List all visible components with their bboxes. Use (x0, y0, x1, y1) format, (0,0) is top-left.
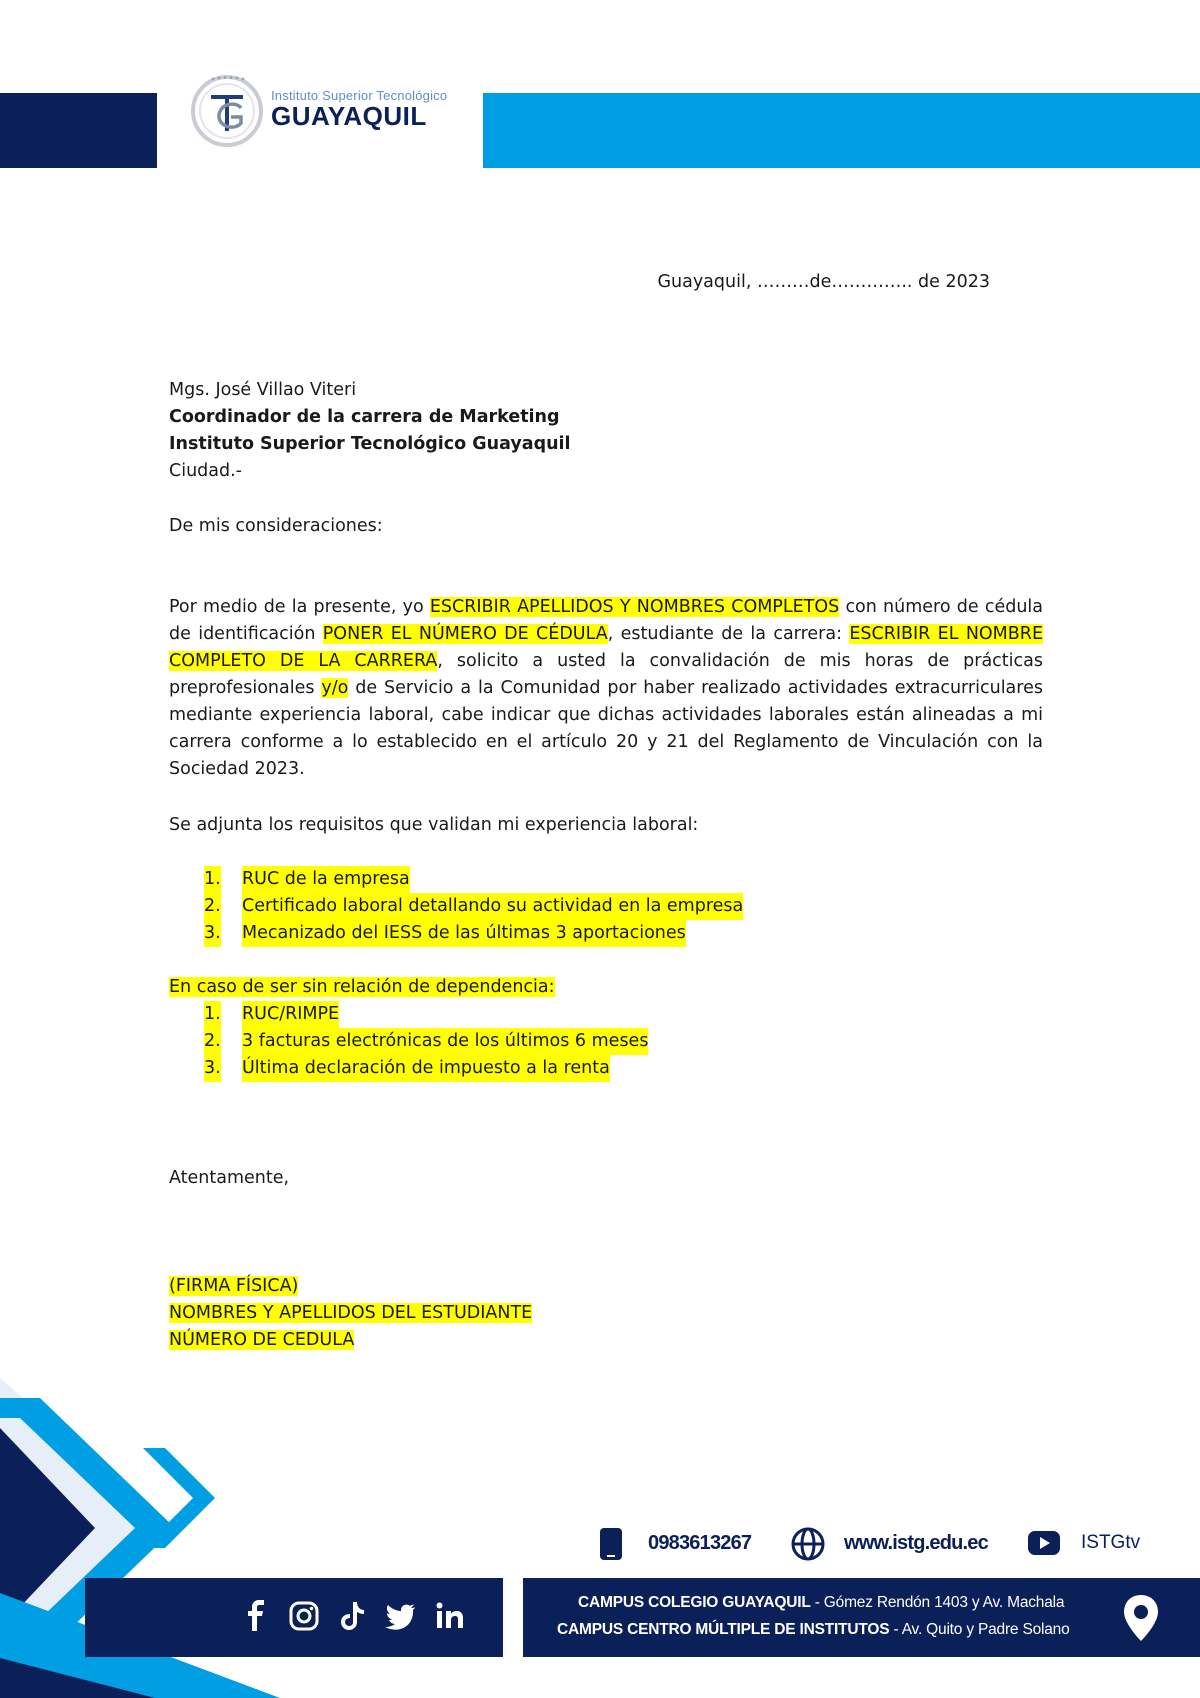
tiktok-icon[interactable] (336, 1599, 368, 1633)
list-number: 3. (204, 1055, 221, 1082)
twitter-icon[interactable] (384, 1599, 416, 1633)
instagram-icon[interactable] (288, 1599, 320, 1633)
campus-2-name: CAMPUS CENTRO MÚLTIPLE DE INSTITUTOS (557, 1621, 890, 1638)
list-number: 1. (204, 866, 221, 893)
body-text: Por medio de la presente, yo (169, 597, 430, 617)
student-id-placeholder: NÚMERO DE CEDULA (169, 1330, 355, 1350)
body-text: de Servicio a la Comunidad por haber realizado actividades extracurriculares mediante experiencia laboral, cabe indicar que dichas actividades laborales están alineadas a mi carrera conforme a lo establecido en el artículo 20 y 21 del Reglamento de Vinculación con la Sociedad 2023. (169, 678, 1043, 779)
campus-1-name: CAMPUS COLEGIO GUAYAQUIL (578, 1594, 811, 1611)
placeholder-student-name: ESCRIBIR APELLIDOS Y NOMBRES COMPLETOS (429, 597, 840, 617)
list-number: 3. (204, 920, 221, 947)
campus-2-address: - Av. Quito y Padre Solano (889, 1621, 1070, 1638)
list-number: 2. (204, 893, 221, 920)
youtube-icon (1028, 1531, 1060, 1555)
globe-icon (791, 1527, 825, 1561)
phone-icon (599, 1527, 623, 1561)
greeting: De mis consideraciones: (169, 516, 383, 536)
header-navy-band (0, 93, 157, 168)
body-paragraph (169, 594, 1043, 783)
recipient-org: Instituto Superior Tecnológico Guayaquil (169, 434, 571, 454)
body-text: con número de cédula de identificación (169, 597, 1043, 644)
recipient-city: Ciudad.- (169, 461, 242, 481)
signature-placeholder: (FIRMA FÍSICA) (169, 1276, 299, 1296)
recipient-title: Coordinador de la carrera de Marketing (169, 407, 560, 427)
placeholder-id-number: PONER EL NÚMERO DE CÉDULA (322, 624, 608, 644)
student-names-placeholder: NOMBRES Y APELLIDOS DEL ESTUDIANTE (169, 1303, 533, 1323)
campus-1-address: - Gómez Rendón 1403 y Av. Machala (810, 1594, 1065, 1611)
independent-intro: En caso de ser sin relación de dependencia: (169, 977, 555, 997)
list-number: 1. (204, 1001, 221, 1028)
footer-campus-bar (523, 1578, 1200, 1657)
closing: Atentamente, (169, 1168, 290, 1188)
facebook-icon[interactable] (240, 1599, 272, 1633)
logo-institute-text: Instituto Superior Tecnológico (271, 88, 448, 103)
campus-line-2 (557, 1621, 1070, 1639)
recipient-name: Mgs. José Villao Viteri (169, 380, 357, 400)
location-pin-icon (1122, 1593, 1160, 1643)
list-text: Mecanizado del IESS de las últimas 3 aportaciones (242, 920, 686, 947)
list-text: RUC/RIMPE (242, 1001, 339, 1028)
list-text: RUC de la empresa (242, 866, 410, 893)
youtube-channel[interactable]: ISTGtv (1081, 1532, 1141, 1553)
date-line: Guayaquil, ………de………….. de 2023 (657, 272, 990, 292)
istg-logo-icon (191, 75, 263, 147)
placeholder-career-name: ESCRIBIR EL NOMBRE COMPLETO DE LA CARRERA (169, 624, 1044, 671)
body-text: , estudiante de la carrera: (607, 624, 850, 644)
phone-number[interactable]: 0983613267 (648, 1532, 752, 1554)
logo-guayaquil-text: GUAYAQUIL (271, 101, 427, 131)
campus-line-1 (578, 1594, 1064, 1612)
list-number: 2. (204, 1028, 221, 1055)
requirements-intro: Se adjunta los requisitos que validan mi experiencia laboral: (169, 815, 699, 835)
website-link[interactable]: www.istg.edu.ec (844, 1532, 988, 1554)
list-text: Certificado laboral detallando su actividad en la empresa (242, 893, 743, 920)
linkedin-icon[interactable] (434, 1599, 466, 1633)
header-blue-band (483, 93, 1200, 168)
body-text: , solicito a usted la convalidación de mis horas de prácticas preprofesionales (169, 651, 1043, 698)
placeholder-and-or: y/o (321, 678, 349, 698)
list-text: 3 facturas electrónicas de los últimos 6 meses (242, 1028, 648, 1055)
list-text: Última declaración de impuesto a la renta (242, 1055, 610, 1082)
